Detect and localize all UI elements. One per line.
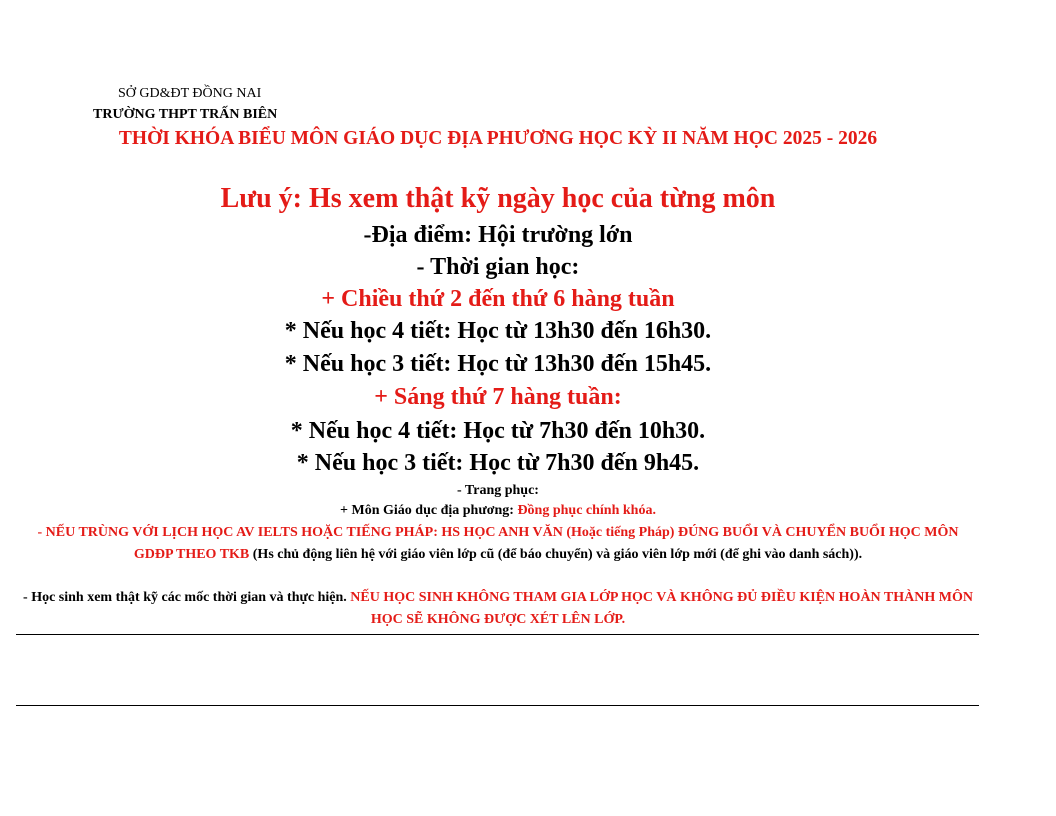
uniform-line — [0, 503, 996, 519]
saturday-3-periods: * Nếu học 3 tiết: Học từ 7h30 đến 9h45. — [296, 450, 700, 476]
divider-bottom — [16, 705, 979, 706]
weekday-heading: + Chiều thứ 2 đến thứ 6 hàng tuần — [321, 286, 675, 312]
conflict-instruction: (Hs chủ động liên hệ với giáo viên lớp cũ (để báo chuyển) và giáo viên lớp mới (để ghi vào danh sách)). — [249, 547, 863, 562]
conflict-warning: - NẾU TRÙNG VỚI LỊCH HỌC AV IELTS HOẶC TIẾNG PHÁP: HS HỌC ANH VĂN (Hoặc tiếng Pháp) ĐÚNG BUỔI VÀ CHUYỂN BUỔI HỌC MÔN GDĐP THEO TKB — [37, 525, 959, 562]
schedule-conflict-note — [18, 522, 978, 566]
final-note — [18, 587, 978, 631]
uniform-value: Đồng phục chính khóa. — [517, 503, 656, 518]
school-name: TRƯỜNG THPT TRẤN BIÊN — [93, 107, 278, 122]
final-warning: NẾU HỌC SINH KHÔNG THAM GIA LỚP HỌC VÀ KHÔNG ĐỦ ĐIỀU KIỆN HOÀN THÀNH MÔN HỌC SẼ KHÔNG ĐƯỢC XÉT LÊN LỚP. — [350, 590, 973, 627]
notice-heading: Lưu ý: Hs xem thật kỹ ngày học của từng môn — [220, 183, 776, 214]
saturday-4-periods: * Nếu học 4 tiết: Học từ 7h30 đến 10h30. — [290, 418, 706, 444]
weekday-3-periods: * Nếu học 3 tiết: Học từ 13h30 đến 15h45. — [284, 351, 712, 377]
time-label: - Thời gian học: — [416, 254, 580, 280]
weekday-4-periods: * Nếu học 4 tiết: Học từ 13h30 đến 16h30. — [284, 318, 712, 344]
document-title: THỜI KHÓA BIỂU MÔN GIÁO DỤC ĐỊA PHƯƠNG HỌC KỲ II NĂM HỌC 2025 - 2026 — [118, 128, 878, 149]
saturday-heading: + Sáng thứ 7 hàng tuần: — [374, 384, 622, 410]
uniform-label: - Trang phục: — [457, 483, 539, 498]
divider-top — [16, 634, 979, 635]
location-line: -Địa điểm: Hội trường lớn — [363, 222, 633, 248]
uniform-subject: + Môn Giáo dục địa phương: — [340, 503, 518, 518]
department-name: SỞ GD&ĐT ĐỒNG NAI — [118, 86, 262, 101]
final-instruction: - Học sinh xem thật kỹ các mốc thời gian và thực hiện. — [23, 590, 351, 605]
